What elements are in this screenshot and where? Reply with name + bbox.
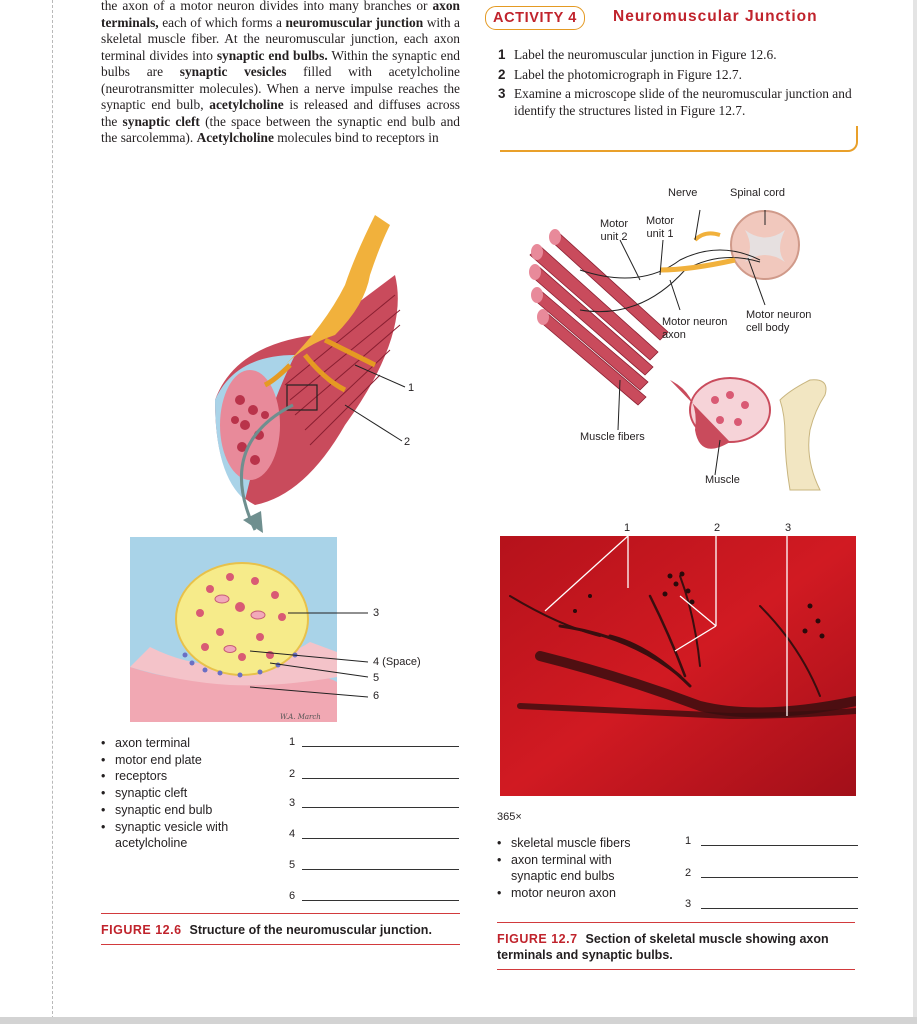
photo-label-1: 1: [624, 522, 631, 534]
label-motor-neuron-cell-body: Motor neuron cell body: [746, 309, 812, 334]
fig126-label-2: 2: [404, 436, 411, 448]
caption-rule-bottom: [101, 944, 460, 945]
term-item: • synaptic end bulb: [101, 802, 251, 819]
fig126-caption: FIGURE 12.6 Structure of the neuromuscular junction.: [101, 923, 432, 937]
body-run: with a skeletal muscle fiber. At the neuromuscular junction, each axon terminal divides into: [101, 14, 460, 63]
fig126-label-4: 4 (Space): [373, 656, 421, 668]
term-item: • synaptic vesicle with acetylcholine: [101, 819, 251, 852]
term-item: • synaptic cleft: [101, 785, 251, 802]
fig126-label-6: 6: [373, 690, 380, 702]
body-run: the axon of a motor neuron divides into many branches or: [101, 0, 433, 13]
fig126-term-list: [101, 735, 251, 852]
term-item: • motor end plate: [101, 752, 251, 769]
activity-title: Neuromuscular Junction: [613, 8, 818, 25]
label-nerve: Nerve: [668, 187, 698, 199]
label-motor-unit-2: Motor unit 2: [599, 218, 629, 243]
body-paragraph: [101, 0, 460, 147]
activity-step: 3 Examine a microscope slide of the neuromuscular junction and identify the structures listed in Figure 12.7.: [498, 86, 852, 118]
fig127-caption: FIGURE 12.7 Section of skeletal muscle showing axon terminals and synaptic bulbs.: [497, 932, 829, 962]
fig127-photomicrograph: [500, 536, 856, 796]
activity-steps: [498, 47, 858, 122]
fig126-illustration: [195, 215, 425, 535]
photo-label-2: 2: [714, 522, 721, 534]
body-term: synaptic vesicles: [179, 64, 287, 79]
fig127-term-list: [497, 835, 647, 902]
fig126-inset: [130, 537, 380, 722]
body-term: axon terminals,: [101, 0, 460, 30]
body-run: molecules bind to receptors in: [273, 130, 439, 145]
term-item: • motor neuron axon: [497, 885, 647, 902]
photo-label-3: 3: [785, 522, 792, 534]
body-run: Within the synaptic end bulbs are: [101, 47, 460, 79]
body-term: synaptic cleft: [122, 113, 200, 129]
label-motor-unit-1: Motor unit 1: [645, 215, 675, 240]
caption-rule-top: [497, 922, 855, 923]
label-motor-neuron-axon: Motor neuron axon: [662, 316, 728, 341]
activity-box-border: [500, 126, 858, 152]
page-edge: [913, 0, 917, 1024]
fig126-signature: W.A. March: [280, 713, 321, 721]
activity-header: [485, 6, 855, 30]
body-term: Acetylcholine: [196, 130, 274, 145]
activity-step: 1 Label the neuromuscular junction in Figure 12.6.: [498, 47, 777, 62]
label-spinal-cord: Spinal cord: [730, 187, 786, 199]
activity-tag: ACTIVITY 4: [485, 6, 585, 30]
body-term: neuromuscular junction: [285, 14, 424, 30]
body-term: acetylcholine: [209, 97, 284, 112]
caption-rule-top: [101, 913, 460, 914]
viewer-bottom-bar: [0, 1017, 917, 1024]
page-margin-guide: [52, 0, 53, 1024]
label-muscle-fibers: Muscle fibers: [580, 431, 645, 443]
body-run: is released and diffuses across the: [101, 97, 461, 129]
term-item: • axon terminal with synaptic end bulbs: [497, 852, 647, 885]
term-item: • skeletal muscle fibers: [497, 835, 647, 852]
term-item: • receptors: [101, 768, 251, 785]
fig127-motor-unit-diagram: [520, 200, 840, 500]
term-item: • axon terminal: [101, 735, 251, 752]
body-run: each of which forms a: [158, 14, 286, 30]
label-muscle: Muscle: [705, 474, 740, 486]
fig126-label-3: 3: [373, 607, 380, 619]
fig126-label-5: 5: [373, 672, 380, 684]
magnification: 365×: [497, 811, 522, 823]
caption-rule-bottom: [497, 969, 855, 970]
body-run: filled with acetylcholine (neurotransmitter molecules). When a nerve impulse reaches the synaptic end bulb,: [101, 64, 460, 112]
fig126-label-1: 1: [408, 382, 415, 394]
body-term: synaptic end bulbs.: [216, 47, 328, 63]
activity-step: 2 Label the photomicrograph in Figure 12.7.: [498, 66, 742, 82]
body-run: (the space between the synaptic end bulb and the sarcolemma).: [101, 113, 460, 145]
